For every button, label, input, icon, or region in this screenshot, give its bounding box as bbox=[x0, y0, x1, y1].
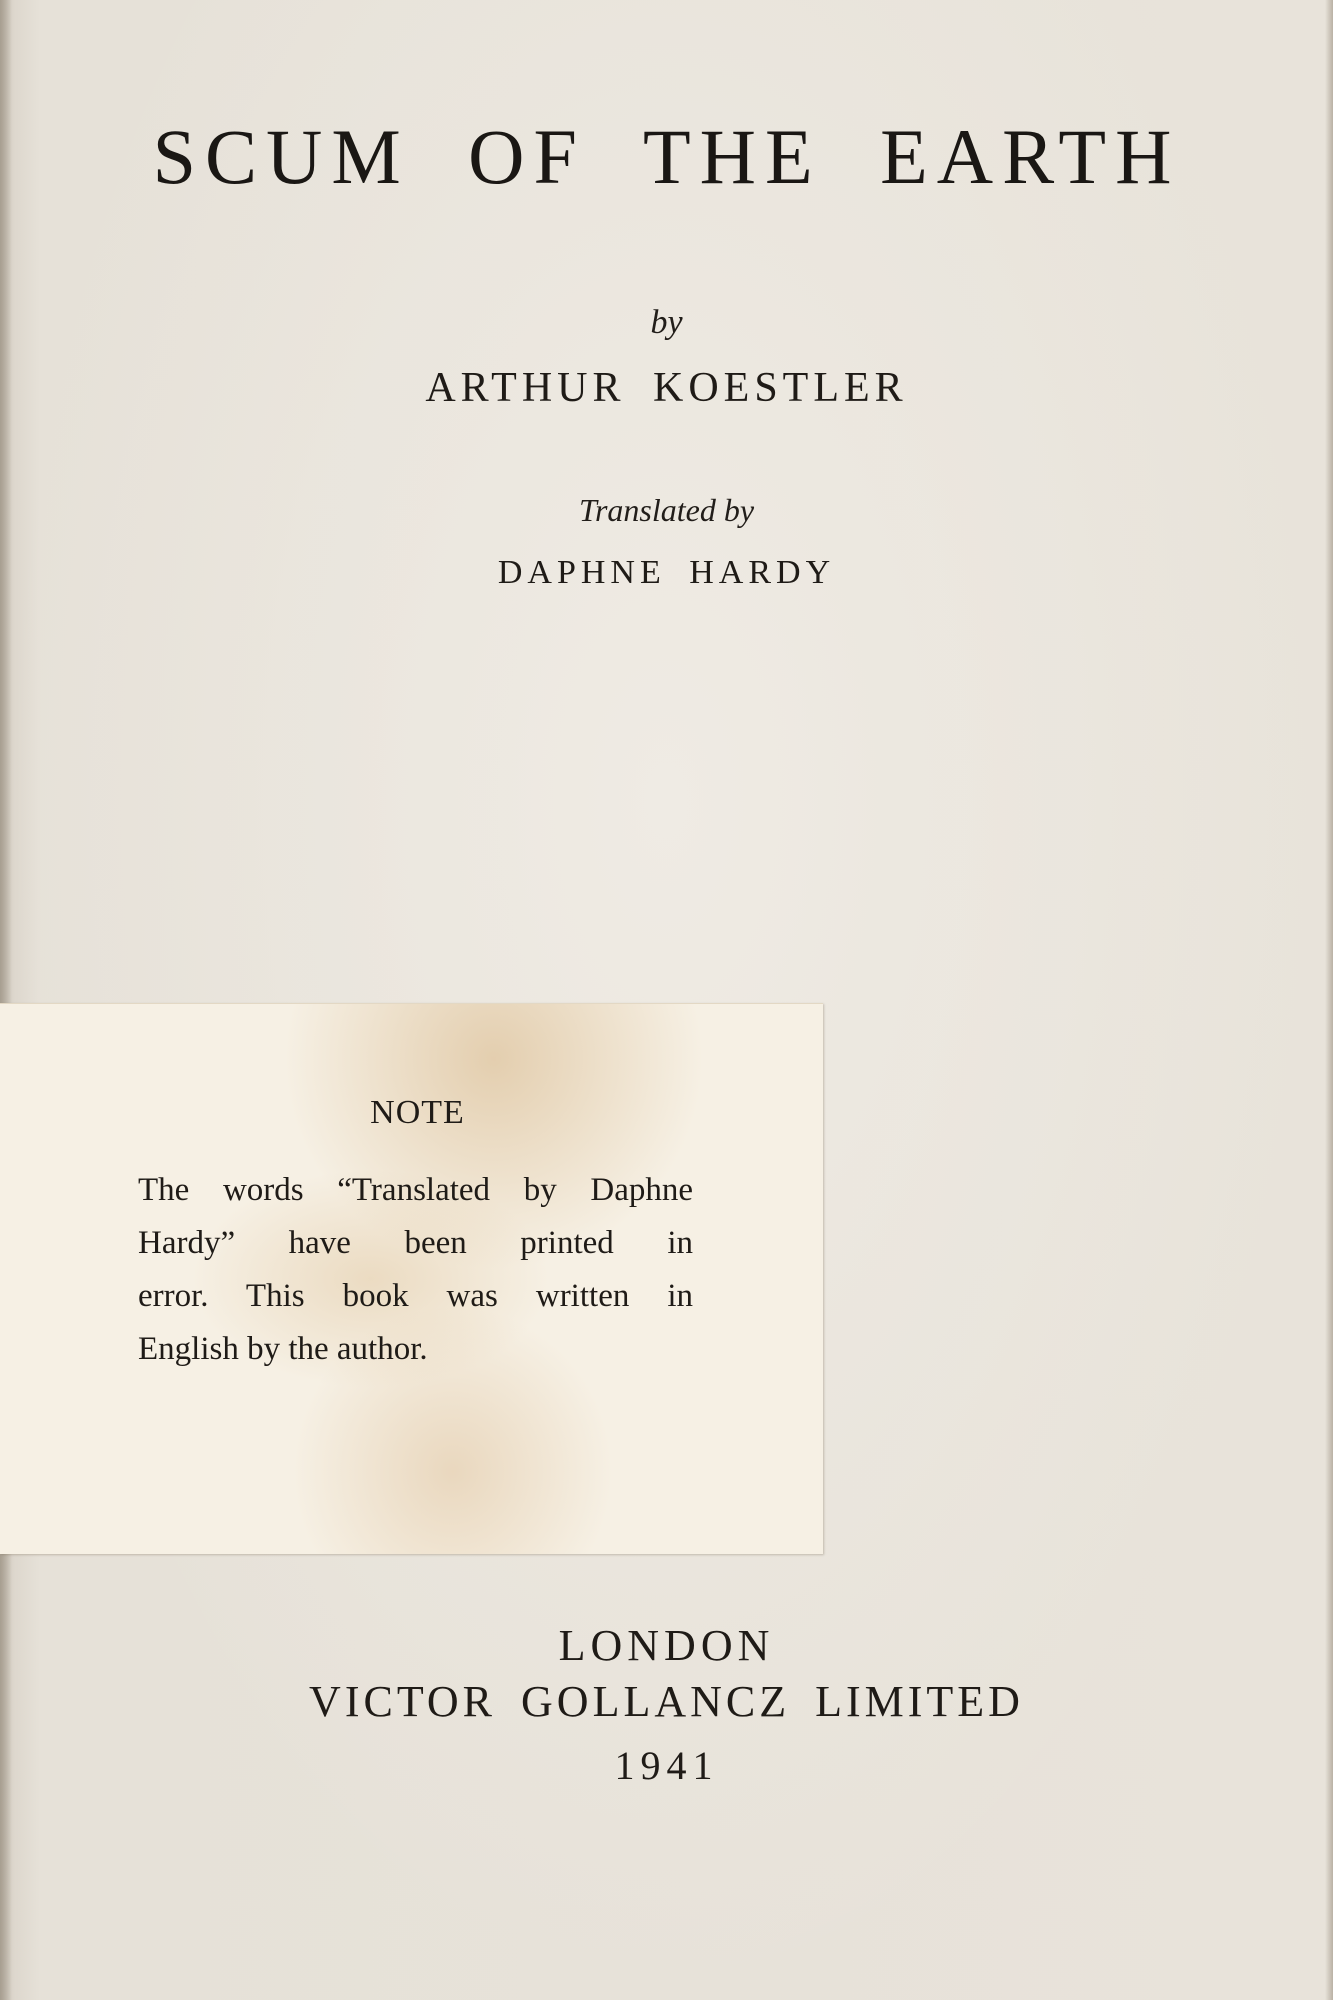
imprint-publisher: VICTOR GOLLANCZ LIMITED bbox=[309, 1677, 1024, 1726]
note-line: error. This book was written in bbox=[138, 1278, 693, 1314]
note-line: Hardy” have been printed in bbox=[138, 1225, 693, 1261]
errata-note-slip bbox=[0, 1003, 823, 1554]
by-label: by bbox=[650, 304, 683, 341]
translator-name: DAPHNE HARDY bbox=[497, 554, 836, 591]
note-heading: NOTE bbox=[370, 1094, 465, 1131]
note-body bbox=[138, 1164, 693, 1376]
imprint-year: 1941 bbox=[614, 1743, 719, 1788]
note-line: English by the author. bbox=[138, 1331, 428, 1367]
note-line: The words “Translated by Daphne bbox=[138, 1172, 693, 1208]
translated-by-label: Translated by bbox=[578, 492, 755, 528]
imprint-place: LONDON bbox=[558, 1621, 775, 1670]
author-name: ARTHUR KOESTLER bbox=[425, 365, 908, 411]
book-title: SCUM OF THE EARTH bbox=[152, 113, 1181, 200]
